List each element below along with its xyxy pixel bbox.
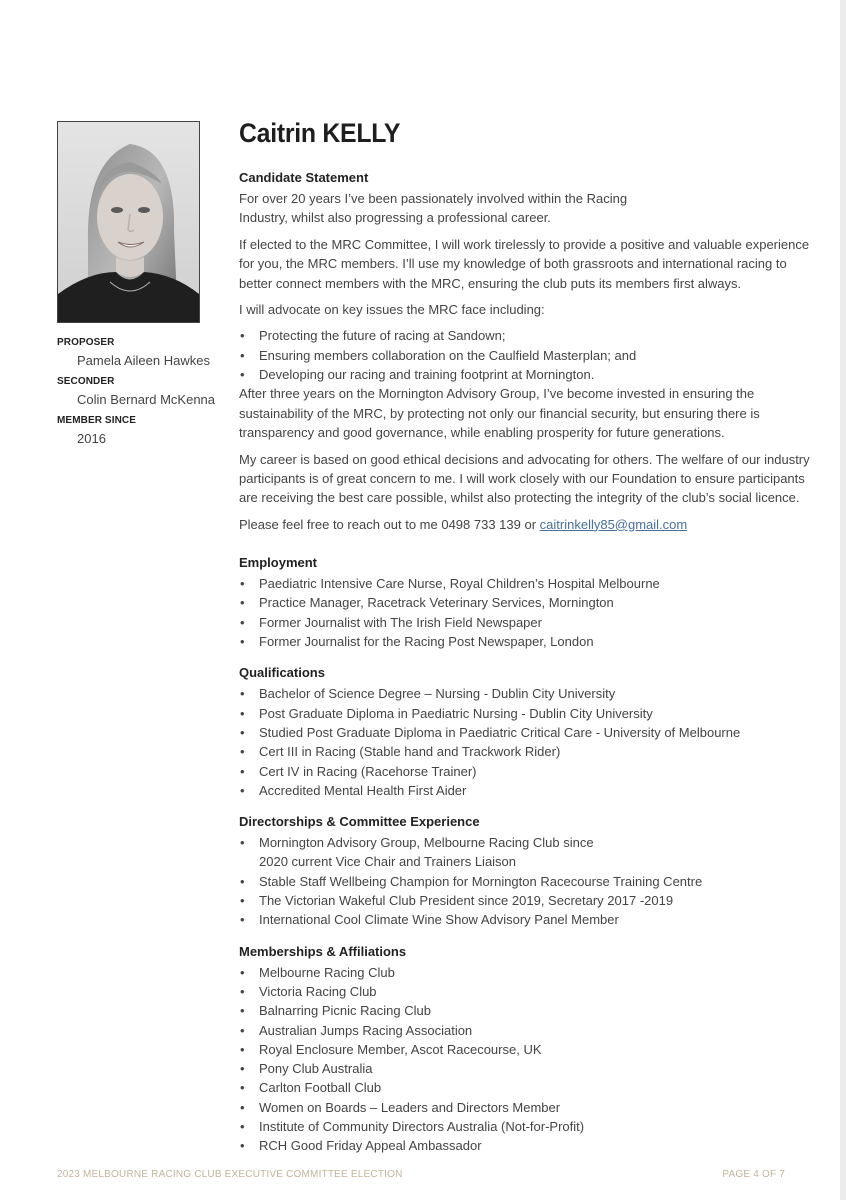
list-item: • Australian Jumps Racing Association — [239, 1021, 819, 1040]
candidate-photo — [57, 121, 200, 323]
list-item: • Cert IV in Racing (Racehorse Trainer) — [239, 762, 819, 781]
directorships-list — [239, 833, 819, 929]
list-item: • Carlton Football Club — [239, 1078, 819, 1097]
contact-text: Please feel free to reach out to me 0498 733 139 or — [239, 516, 540, 532]
seconder-label: SECONDER — [57, 376, 115, 387]
statement-paragraph-3: I will advocate on key issues the MRC face including: — [239, 302, 545, 318]
statement-paragraph-4: After three years on the Mornington Advisory Group, I’ve become invested in ensuring the sustainability of the MRC, by protecting not only our financial security, but ensuring there is transparency and good governance, while enabling prosperity for future generations. — [239, 386, 760, 441]
employment-list — [239, 574, 819, 651]
email-link[interactable]: caitrinkelly85@gmail.com — [539, 516, 688, 532]
seconder-name: Colin Bernard McKenna — [77, 392, 216, 407]
list-item: • Post Graduate Diploma in Paediatric Nursing - Dublin City University — [239, 704, 819, 723]
candidate-name: Caitrin KELLY — [239, 118, 401, 148]
contact-line — [239, 515, 819, 534]
statement-paragraph-2: If elected to the MRC Committee, I will work tirelessly to provide a positive and valuable experience for you, the MRC members. I’ll use my knowledge of both grassroots and international racing to better connect members with the MRC, ensuring the club puts its members first always. — [239, 236, 810, 291]
proposer-label: PROPOSER — [57, 337, 115, 348]
member-since-label: MEMBER SINCE — [57, 415, 136, 426]
list-item: • Ensuring members collaboration on the Caulfield Masterplan; and — [239, 346, 819, 365]
statement-paragraph-5: My career is based on good ethical decisions and advocating for others. The welfare of our industry participants is of great concern to me. I will work closely with our Foundation to ensure participants are receiving the best care possible, whilst also protecting the integrity of the club’s social licence. — [239, 451, 810, 506]
list-item: • Women on Boards – Leaders and Directors Member — [239, 1098, 819, 1117]
list-item: • Royal Enclosure Member, Ascot Racecourse, UK — [239, 1040, 819, 1059]
list-item: • Protecting the future of racing at Sandown; — [239, 326, 819, 345]
statement-paragraph-1: For over 20 years I’ve been passionately involved within the Racing Industry, whilst also progressing a professional career. — [239, 191, 628, 226]
key-issues-list — [239, 326, 819, 384]
memberships-list — [239, 963, 819, 1156]
list-item: • Paediatric Intensive Care Nurse, Royal Children’s Hospital Melbourne — [239, 574, 819, 593]
proposer-name: Pamela Aileen Hawkes — [77, 353, 210, 368]
list-item: • Victoria Racing Club — [239, 982, 819, 1001]
portrait-image — [58, 122, 199, 322]
main-content — [239, 116, 819, 1156]
list-item: • Pony Club Australia — [239, 1059, 819, 1078]
list-item: • Mornington Advisory Group, Melbourne Racing Club since 2020 current Vice Chair and Trainers Liaison — [239, 833, 599, 872]
directorships-heading: Directorships & Committee Experience — [239, 814, 480, 830]
statement-heading: Candidate Statement — [239, 170, 369, 185]
list-item: • Cert III in Racing (Stable hand and Trackwork Rider) — [239, 742, 819, 761]
list-item: • Developing our racing and training footprint at Mornington. — [239, 365, 819, 384]
list-item: • Studied Post Graduate Diploma in Paediatric Critical Care - University of Melbourne — [239, 723, 819, 742]
page-number: PAGE 4 OF 7 — [722, 1169, 785, 1180]
employment-heading: Employment — [239, 555, 318, 571]
list-item: • Accredited Mental Health First Aider — [239, 781, 819, 800]
list-item: • International Cool Climate Wine Show Advisory Panel Member — [239, 910, 819, 929]
list-item: • Practice Manager, Racetrack Veterinary Services, Mornington — [239, 593, 819, 612]
footer-title: 2023 MELBOURNE RACING CLUB EXECUTIVE COMMITTEE ELECTION — [57, 1169, 403, 1180]
list-item: • The Victorian Wakeful Club President since 2019, Secretary 2017 -2019 — [239, 891, 819, 910]
list-item: • Balnarring Picnic Racing Club — [239, 1001, 819, 1020]
list-item: • Bachelor of Science Degree – Nursing - Dublin City University — [239, 684, 819, 703]
page-footer — [57, 1169, 785, 1180]
list-item: • Former Journalist for the Racing Post Newspaper, London — [239, 632, 819, 651]
nomination-details — [57, 337, 227, 448]
list-item: • Stable Staff Wellbeing Champion for Mornington Racecourse Training Centre — [239, 872, 819, 891]
member-since-year: 2016 — [77, 431, 106, 446]
qualifications-list — [239, 684, 819, 800]
memberships-heading: Memberships & Affiliations — [239, 943, 407, 959]
page-edge — [840, 0, 846, 1200]
qualifications-heading: Qualifications — [239, 665, 325, 681]
list-item: • RCH Good Friday Appeal Ambassador — [239, 1136, 819, 1155]
list-item: • Institute of Community Directors Australia (Not-for-Profit) — [239, 1117, 819, 1136]
list-item: • Former Journalist with The Irish Field Newspaper — [239, 613, 819, 632]
list-item: • Melbourne Racing Club — [239, 963, 819, 982]
